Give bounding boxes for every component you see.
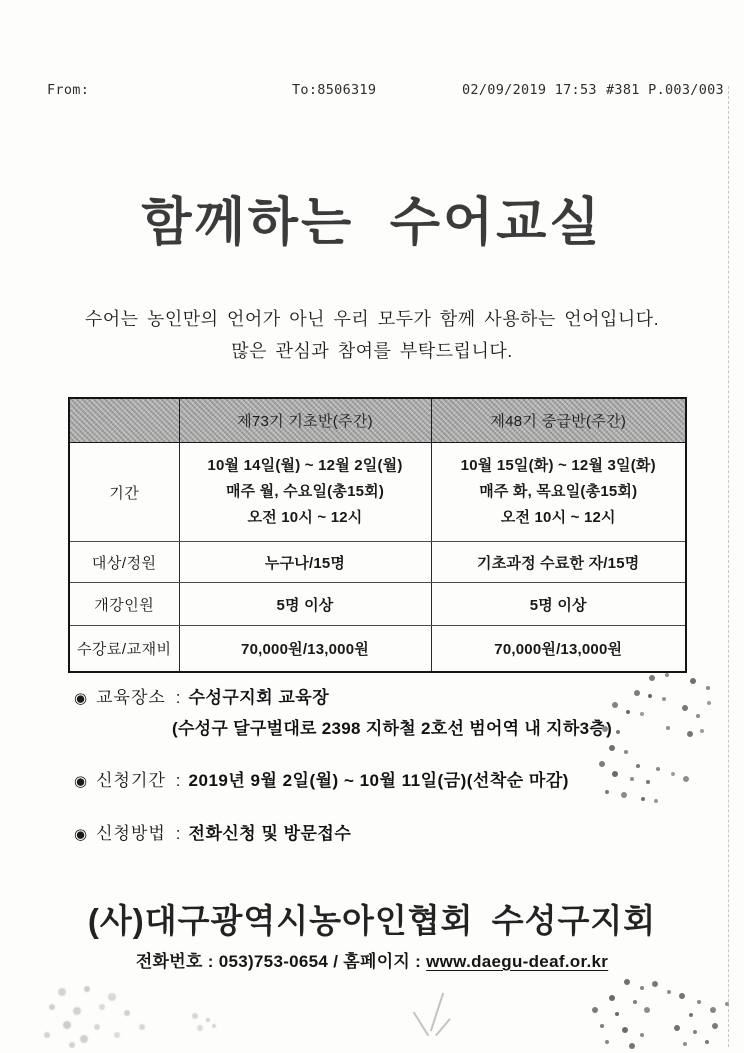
fee-intermediate: 70,000원/13,000원: [431, 626, 686, 673]
notice-location-value: 수성구지회 교육장: [188, 688, 330, 707]
colon-separator: :: [175, 771, 181, 790]
notice-location: [74, 683, 329, 708]
organization-name: (사)대구광역시농아인협회 수성구지회: [87, 902, 657, 939]
scanner-noise-speckles: [595, 672, 599, 676]
intro-line-2: 많은 관심과 참여를 부탁드립니다.: [231, 341, 513, 361]
colon-separator: :: [175, 824, 181, 843]
row-label-period: 기간: [69, 443, 179, 542]
table-header-row: [69, 398, 686, 443]
notice-application-period: [74, 766, 569, 791]
target-basic: 누구나/15명: [179, 542, 431, 583]
target-intermediate: 기초과정 수료한 자/15명: [431, 542, 686, 583]
period-basic-dates: 10월 14일(월) ~ 12월 2일(월): [207, 457, 403, 474]
fax-datetime: 02/09/2019 17:53: [462, 82, 597, 98]
notice-application-method: [74, 819, 351, 844]
notice-application-method-label: 신청방법: [96, 824, 166, 843]
fisheye-bullet-icon: ◉: [74, 826, 88, 843]
fax-page-info: #381 P.003/003: [606, 82, 724, 98]
class-schedule-table: [68, 397, 687, 673]
period-basic-days: 매주 월, 수요일(총15회): [225, 483, 385, 500]
fax-from-label: From:: [47, 82, 90, 98]
header-cell-basic-class: 제73기 기초반(주간): [179, 398, 431, 443]
table-row-target: [69, 542, 686, 583]
period-basic: [179, 443, 431, 542]
footer-contact-line: [0, 947, 744, 972]
period-intermediate-time: 오전 10시 ~ 12시: [500, 509, 616, 526]
fax-header: [0, 82, 744, 102]
page-title: 함께하는 수어교실: [141, 194, 603, 252]
table-row-period: [69, 443, 686, 542]
scanner-noise-smudge: [40, 985, 44, 989]
colon-separator: :: [175, 688, 181, 707]
scanner-noise-strokes: [398, 992, 458, 1047]
website-link[interactable]: www.daegu-deaf.or.kr: [426, 952, 609, 971]
period-basic-time: 오전 10시 ~ 12시: [247, 509, 363, 526]
intro-line-1: 수어는 농인만의 언어가 아닌 우리 모두가 함께 사용하는 언어입니다.: [84, 309, 660, 329]
scanner-noise-smudge: [188, 1012, 192, 1016]
notice-application-period-label: 신청기간: [96, 771, 166, 790]
row-label-target: 대상/정원: [69, 542, 179, 583]
header-cell-intermediate-class: 제48기 중급반(주간): [431, 398, 686, 443]
intro-text: [0, 303, 744, 367]
fisheye-bullet-icon: ◉: [74, 690, 88, 707]
phone-and-homepage-label: 전화번호 : 053)753-0654 / 홈페이지 :: [135, 952, 427, 971]
scanner-noise-speckles: [585, 978, 589, 982]
row-label-fee: 수강료/교재비: [69, 626, 179, 673]
notice-application-method-value: 전화신청 및 방문접수: [188, 824, 352, 843]
table-row-min-enrollment: [69, 583, 686, 626]
fisheye-bullet-icon: ◉: [74, 773, 88, 790]
min-enrollment-basic: 5명 이상: [179, 583, 431, 626]
header-cell-empty: [69, 398, 179, 443]
min-enrollment-intermediate: 5명 이상: [431, 583, 686, 626]
row-label-min-enrollment: 개강인원: [69, 583, 179, 626]
fee-basic: 70,000원/13,000원: [179, 626, 431, 673]
notice-location-address: (수성구 달구벌대로 2398 지하철 2호선 범어역 내 지하3층): [172, 719, 613, 738]
period-intermediate-days: 매주 화, 목요일(총15회): [479, 483, 638, 500]
notice-location-label: 교육장소: [96, 688, 166, 707]
table-row-fee: [69, 626, 686, 673]
fax-to-number: To:8506319: [292, 82, 377, 98]
period-intermediate-dates: 10월 15일(화) ~ 12월 3일(화): [460, 457, 656, 474]
notice-application-period-value: 2019년 9월 2일(월) ~ 10월 11일(금)(선착순 마감): [188, 771, 569, 790]
period-intermediate: [431, 443, 686, 542]
